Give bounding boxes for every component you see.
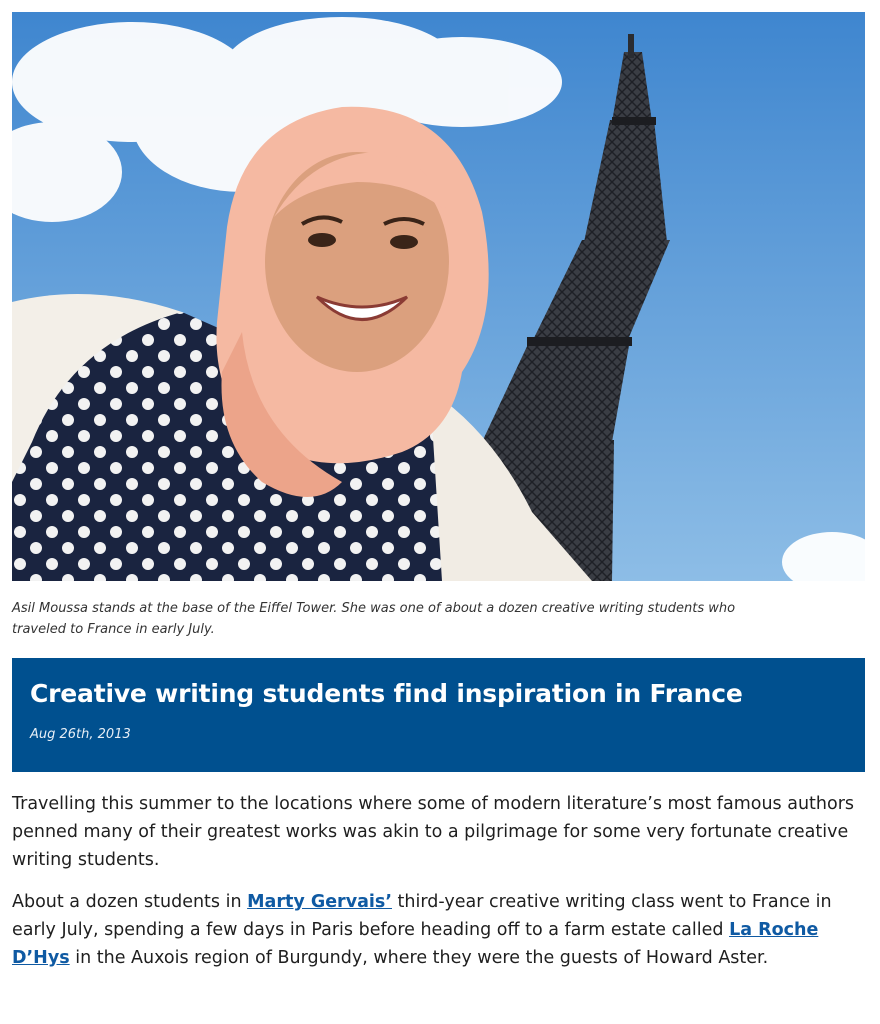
article-date: Aug 26th, 2013 [30,727,131,742]
photo-caption: Asil Moussa stands at the base of the Eiffel Tower. She was one of about a dozen creative writing students who traveled to France in early July. [12,601,736,637]
article-paragraph [12,888,868,972]
hero-photo [12,12,865,581]
la-roche-dhys-link[interactable]: La Roche D’Hys [12,920,819,968]
paragraph-text: third-year creative writing class went to France in early July, spending a few days in Paris before heading off to a farm estate called [12,892,832,940]
paragraph-text: in the Auxois region of Burgundy, where they were the guests of Howard Aster. [69,948,769,968]
article-paragraph: Travelling this summer to the locations where some of modern literature’s most famous authors penned many of their greatest works was akin to a pilgrimage for some very fortunate creative writing students. [12,794,855,870]
paragraph-text: About a dozen students in [12,892,248,912]
article-header-banner [12,658,865,772]
marty-gervais-link[interactable]: Marty Gervais’ [247,892,392,912]
hero-photo-illustration [12,12,865,581]
article-title: Creative writing students find inspiration in France [30,679,743,708]
article-body [12,790,868,986]
